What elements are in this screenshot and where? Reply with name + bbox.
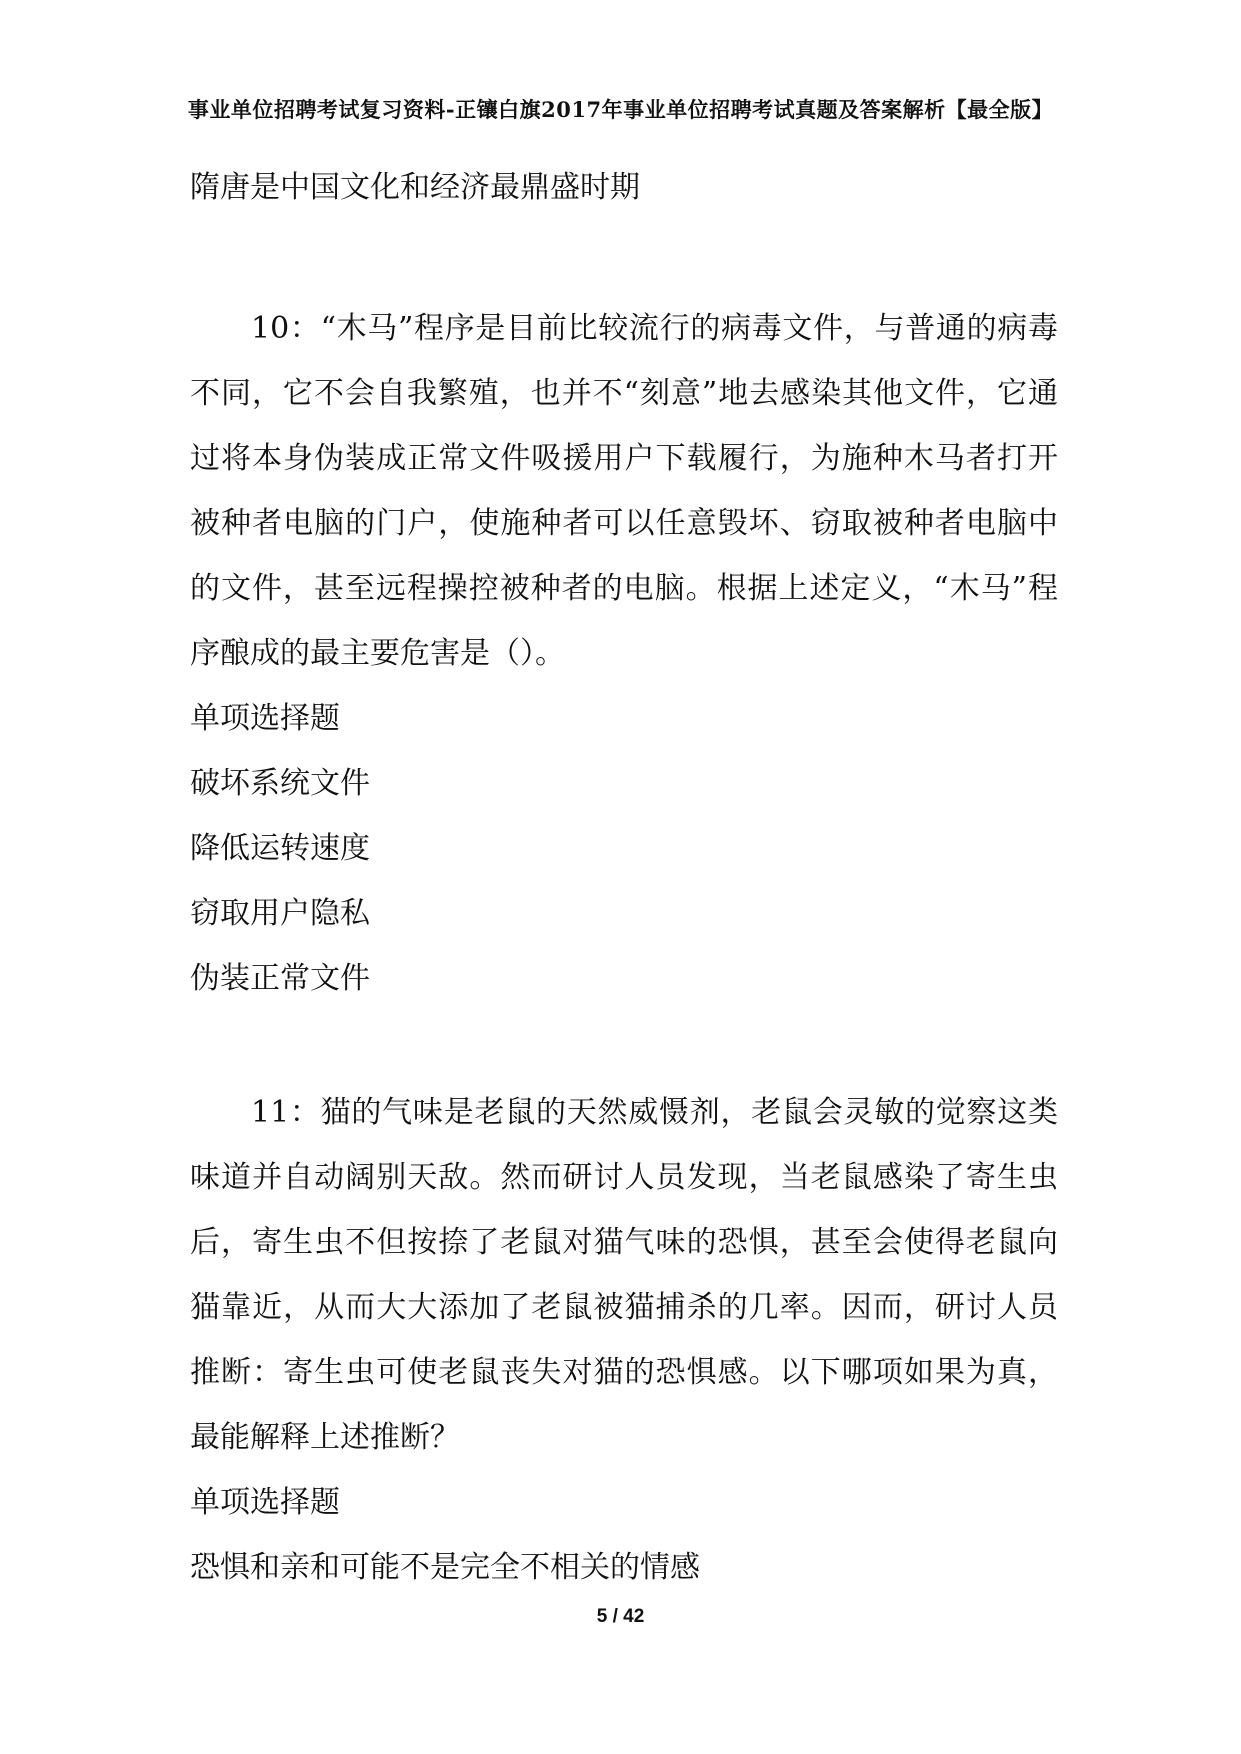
- question-11-stem: 11：猫的气味是老鼠的天然威慑剂，老鼠会灵敏的觉察这类味道并自动阔别天敌。然而研讨人员发现，当老鼠感染了寄生虫后，寄生虫不但按捺了老鼠对猫气味的恐惧，甚至会使得老鼠向猫靠近，从而大大添加了老鼠被猫捕杀的几率。因而，研讨人员推断：寄生虫可使老鼠丧失对猫的恐惧感。以下哪项如果为真，最能解释上述推断？: [190, 1095, 1058, 1455]
- question-10-option-1: 破坏系统文件: [190, 766, 370, 801]
- question-11: [190, 1080, 1058, 1600]
- intro-text: 隋唐是中国文化和经济最鼎盛时期: [190, 170, 640, 205]
- page-header: 事业单位招聘考试复习资料-正镶白旗2017年事业单位招聘考试真题及答案解析【最全版】: [187, 97, 1054, 122]
- question-10: [190, 296, 1058, 1011]
- question-11-option-1: 恐惧和亲和可能不是完全不相关的情感: [190, 1550, 700, 1585]
- question-10-option-4: 伪装正常文件: [190, 961, 370, 996]
- question-10-type: 单项选择题: [190, 701, 340, 736]
- page-number: 5 / 42: [596, 1606, 645, 1627]
- question-10-stem: 10：“木马”程序是目前比较流行的病毒文件，与普通的病毒不同，它不会自我繁殖，也并不“刻意”地去感染其他文件，它通过将本身伪装成正常文件吸援用户下载履行，为施种木马者打开被种者电脑的门户，使施种者可以任意毁坏、窃取被种者电脑中的文件，甚至远程操控被种者的电脑。根据上述定义，“木马”程序酿成的最主要危害是（）。: [190, 311, 1058, 671]
- question-10-option-2: 降低运转速度: [190, 831, 370, 866]
- question-11-type: 单项选择题: [190, 1485, 340, 1520]
- question-10-option-3: 窃取用户隐私: [190, 896, 370, 931]
